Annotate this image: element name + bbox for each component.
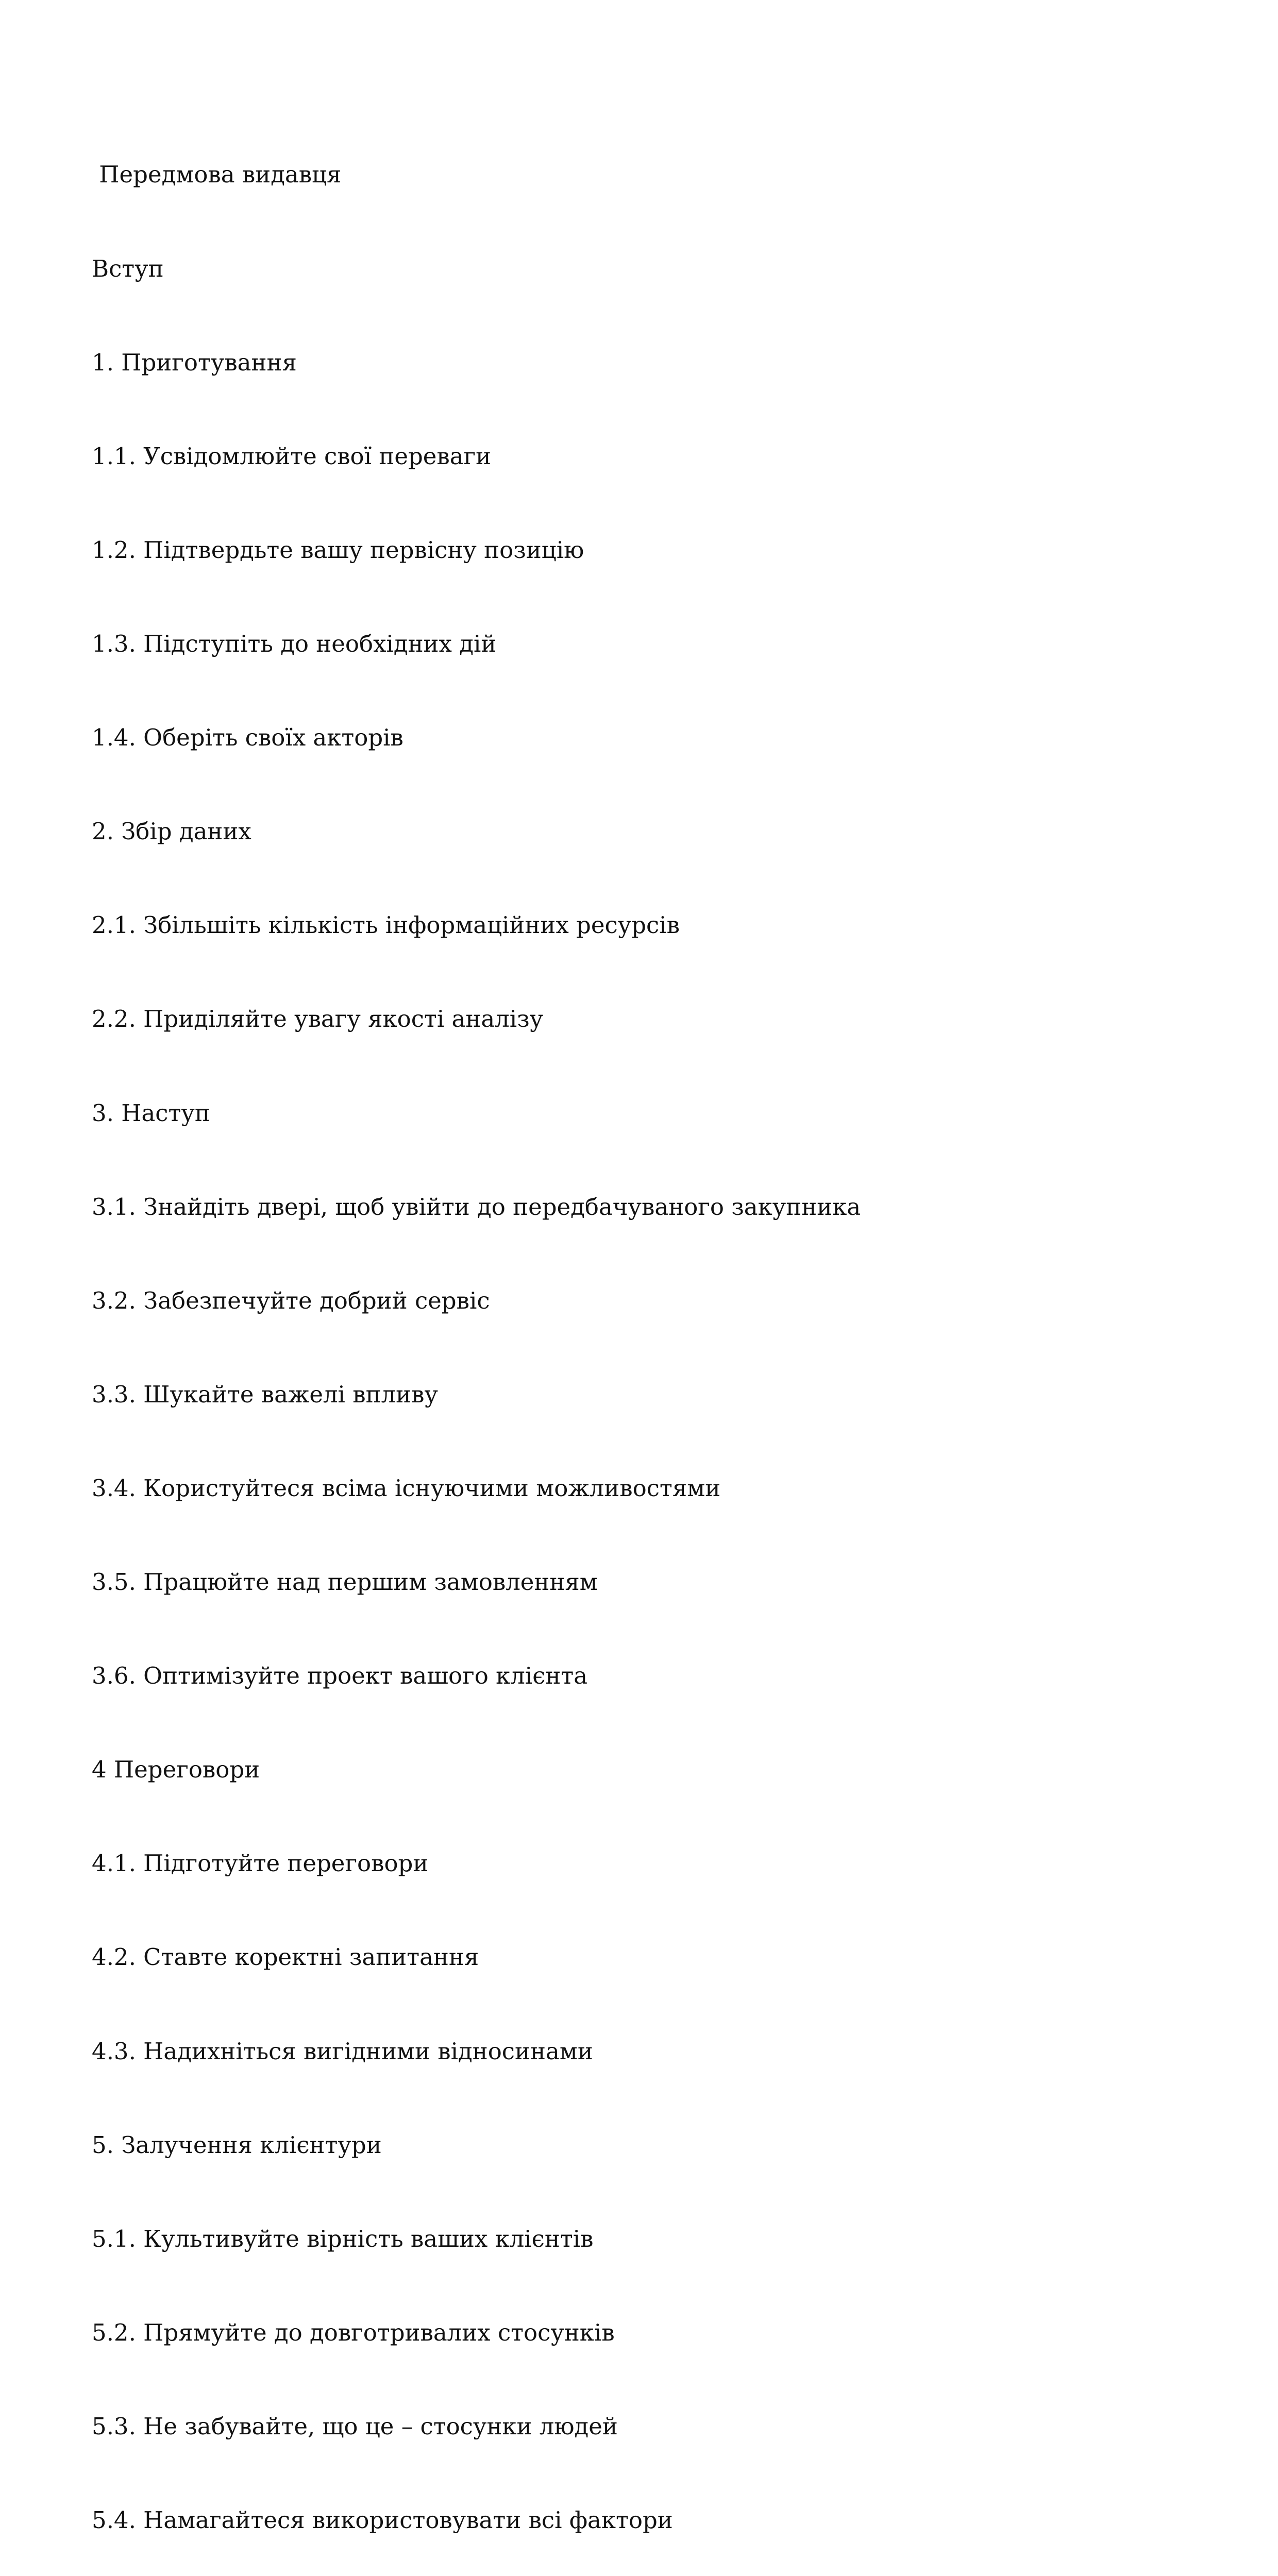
toc-entry: 1. Приготування xyxy=(92,348,297,376)
toc-entry: 2.2. Приділяйте увагу якості аналізу xyxy=(92,1005,544,1033)
toc-entry: 3.1. Знайдіть двері, щоб увійти до передбачуваного закупника xyxy=(92,1193,861,1221)
toc-entry: 3. Наступ xyxy=(92,1099,210,1127)
toc-entry: 5. Залучення клієнтури xyxy=(92,2131,382,2159)
toc-entry: 5.3. Не забувайте, що це – стосунки людей xyxy=(92,2413,618,2441)
toc-entry: 2.1. Збільшіть кількість інформаційних ресурсів xyxy=(92,911,680,939)
toc-entry: 3.2. Забезпечуйте добрий сервіс xyxy=(92,1286,490,1314)
toc-entry: 1.2. Підтвердьте вашу первісну позицію xyxy=(92,536,584,564)
toc-entry: 1.1. Усвідомлюйте свої переваги xyxy=(92,442,492,470)
toc-entry: 5.4. Намагайтеся використовувати всі фактори xyxy=(92,2506,673,2534)
toc-entry: 4 Переговори xyxy=(92,1756,260,1784)
toc-entry: 4.3. Надихніться вигідними відносинами xyxy=(92,2037,593,2065)
toc-entry: 1.3. Підступіть до необхідних дій xyxy=(92,630,497,657)
toc-entry: 3.5. Працюйте над першим замовленням xyxy=(92,1568,598,1596)
toc-entry: 3.3. Шукайте важелі впливу xyxy=(92,1380,438,1408)
toc-entry: Вступ xyxy=(92,255,164,282)
toc-entry: Передмова видавця xyxy=(92,161,342,189)
toc-entry: 5.2. Прямуйте до довготривалих стосунків xyxy=(92,2318,615,2346)
table-of-contents xyxy=(92,97,861,2576)
toc-entry: 3.6. Оптимізуйте проект вашого клієнта xyxy=(92,1662,588,1690)
toc-entry: 4.2. Ставте коректні запитання xyxy=(92,1943,479,1971)
toc-entry: 1.4. Оберіть своїх акторів xyxy=(92,724,403,752)
toc-entry: 3.4. Користуйтеся всіма існуючими можливостями xyxy=(92,1474,721,1502)
toc-entry: 4.1. Підготуйте переговори xyxy=(92,1850,429,1877)
toc-entry: 5.1. Культивуйте вірність ваших клієнтів xyxy=(92,2225,594,2252)
toc-entry: 2. Збір даних xyxy=(92,818,251,845)
